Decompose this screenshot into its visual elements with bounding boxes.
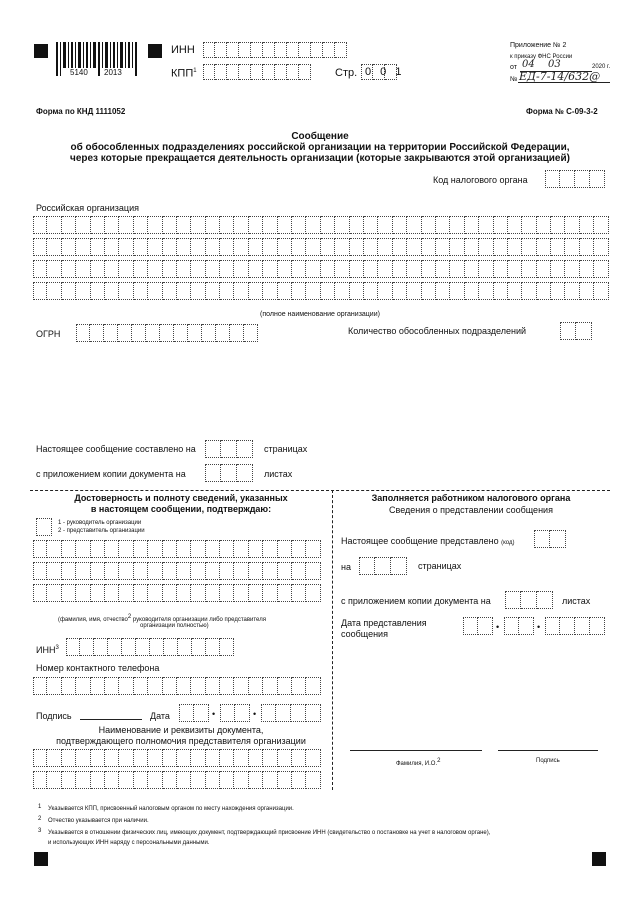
appendix-day: 04 xyxy=(522,59,535,70)
footnote-1-number: 1 xyxy=(38,804,42,810)
org-label: Российская организация xyxy=(36,203,139,213)
signer-inn-label: ИНН$^3$ xyxy=(36,645,59,655)
submission-date-label-2: сообщения xyxy=(341,629,388,639)
title-line3: через которые прекращается деятельность организации (которые закрываются этой организацией) xyxy=(70,153,570,164)
title-line2: об обособленных подразделениях российской организации на территории Российской Федерации, xyxy=(70,142,570,153)
org-row[interactable] xyxy=(33,282,609,300)
date-month-cells[interactable] xyxy=(220,704,250,722)
pages-suffix: страницах xyxy=(264,444,308,454)
footnote-3-number: 3 xyxy=(38,828,42,834)
appendix-no-label: № xyxy=(510,76,518,83)
pages-cells[interactable] xyxy=(205,440,253,458)
knd-label: Форма по КНД 1111052 xyxy=(36,107,126,116)
on-label: на xyxy=(341,562,351,572)
fio-row[interactable] xyxy=(33,584,321,602)
date-day-cells[interactable] xyxy=(179,704,209,722)
fio-row[interactable] xyxy=(33,540,321,558)
footnote-2-number: 2 xyxy=(38,816,42,822)
right-sheets-label: листах xyxy=(562,596,591,606)
barcode xyxy=(56,42,140,76)
signer-caption-2: организации полностью) xyxy=(140,623,209,629)
appendix-year: 2020 г. xyxy=(592,64,611,70)
doc-row[interactable] xyxy=(33,771,321,789)
signer-caption-1: (фамилия, имя, отчество$^2$ руководителя организации либо представителя xyxy=(58,614,266,623)
form-code: Форма № С-09-3-2 xyxy=(526,107,598,116)
submitted-label: Настоящее сообщение представлено (код) xyxy=(341,536,515,546)
page-value: 0 0 1 xyxy=(365,66,405,78)
pages-prefix: Настоящее сообщение составлено на xyxy=(36,444,196,454)
appendix-line1: Приложение № 2 xyxy=(510,42,567,49)
appendix-number: ЕД-7-14/632@ xyxy=(519,70,601,83)
corner-marker-bottom-left xyxy=(34,852,48,866)
inn-cells[interactable] xyxy=(203,42,347,58)
org-row[interactable] xyxy=(33,238,609,256)
copy-suffix: листах xyxy=(264,469,293,479)
date-separator-1: • xyxy=(212,709,216,719)
date-separator-2: • xyxy=(253,709,257,719)
tax-authority-label: Код налогового органа xyxy=(433,175,528,185)
inn-label: ИНН xyxy=(171,44,195,56)
signer-option-1: 1 - руководитель организации xyxy=(58,520,142,526)
fio-line[interactable] xyxy=(350,750,482,751)
right-copy-cells[interactable] xyxy=(505,591,553,609)
left-heading2: в настоящем сообщении, подтверждаю: xyxy=(90,504,272,514)
corner-marker-top-mid xyxy=(148,44,162,58)
date-year-cells[interactable] xyxy=(261,704,321,722)
right-heading: Заполняется работником налогового органа xyxy=(371,493,571,503)
submission-date-separator-2: • xyxy=(537,622,541,632)
kpp-cells[interactable] xyxy=(203,64,311,80)
signer-type-cell[interactable] xyxy=(36,518,52,536)
appendix-line2: к приказу ФНС России xyxy=(510,54,573,60)
signer-option-2: 2 - представитель организации xyxy=(58,528,145,534)
copy-cells[interactable] xyxy=(205,464,253,482)
title-line1: Сообщение xyxy=(291,131,349,142)
left-heading1: Достоверность и полноту сведений, указанных xyxy=(74,493,288,503)
section-divider xyxy=(30,490,610,491)
sign-line[interactable] xyxy=(498,750,598,751)
right-subheading: Сведения о представлении сообщения xyxy=(389,505,553,515)
corner-marker-top-left xyxy=(34,44,48,58)
submission-year-cells[interactable] xyxy=(545,617,605,635)
submitted-code-cells[interactable] xyxy=(534,530,566,548)
ogrn-cells[interactable] xyxy=(76,324,258,342)
org-row[interactable] xyxy=(33,260,609,278)
appendix-month: 03 xyxy=(548,59,561,70)
copy-prefix: с приложением копии документа на xyxy=(36,469,186,479)
right-copy-label: с приложением копии документа на xyxy=(341,596,491,606)
kpp-label: КПП$^1$ xyxy=(171,67,197,80)
org-caption: (полное наименование организации) xyxy=(260,311,380,318)
barcode-number-right: 2013 xyxy=(104,68,122,77)
sign-label: Подпись xyxy=(536,758,560,764)
footnote-2-text: Отчество указывается при наличии. xyxy=(48,818,149,824)
appendix-from: от xyxy=(510,64,517,71)
fio-label: Фамилия, И.О.$^2$ xyxy=(396,758,441,767)
corner-marker-bottom-right xyxy=(592,852,606,866)
phone-row[interactable] xyxy=(33,677,321,695)
tax-authority-cells[interactable] xyxy=(545,170,605,188)
footnote-3-cont: и использующих ИНН наряду с персональными данными. xyxy=(48,840,210,846)
submission-day-cells[interactable] xyxy=(463,617,493,635)
ogrn-label: ОГРН xyxy=(36,329,61,339)
doc-heading2: подтверждающего полномочия представителя организации xyxy=(56,736,306,746)
doc-row[interactable] xyxy=(33,749,321,767)
appendix-number-underline xyxy=(518,82,610,83)
barcode-number-left: 5140 xyxy=(70,68,88,77)
phone-label: Номер контактного телефона xyxy=(36,663,160,673)
submission-date-label-1: Дата представления xyxy=(341,618,427,628)
signer-inn-cells[interactable] xyxy=(66,638,234,656)
footnote-3-text: Указывается в отношении физических лиц, имеющих документ, подтверждающий присвоение ИНН (свидетельство о постановке на учет в налоговом органе), xyxy=(48,830,491,836)
org-row[interactable] xyxy=(33,216,609,234)
submission-month-cells[interactable] xyxy=(504,617,534,635)
signature-label: Подпись xyxy=(36,711,72,721)
submission-date-separator-1: • xyxy=(496,622,500,632)
column-divider xyxy=(332,490,333,790)
count-cells[interactable] xyxy=(560,322,592,340)
submitted-pages-label: страницах xyxy=(418,561,462,571)
date-label: Дата xyxy=(150,711,170,721)
count-label: Количество обособленных подразделений xyxy=(348,326,527,336)
submitted-pages-cells[interactable] xyxy=(359,557,407,575)
page-label: Стр. xyxy=(335,67,358,79)
footnote-1-text: Указывается КПП, присвоенный налоговым органом по месту нахождения организации. xyxy=(48,806,294,812)
fio-row[interactable] xyxy=(33,562,321,580)
signature-line[interactable] xyxy=(80,719,142,720)
doc-heading1: Наименование и реквизиты документа, xyxy=(98,725,264,735)
